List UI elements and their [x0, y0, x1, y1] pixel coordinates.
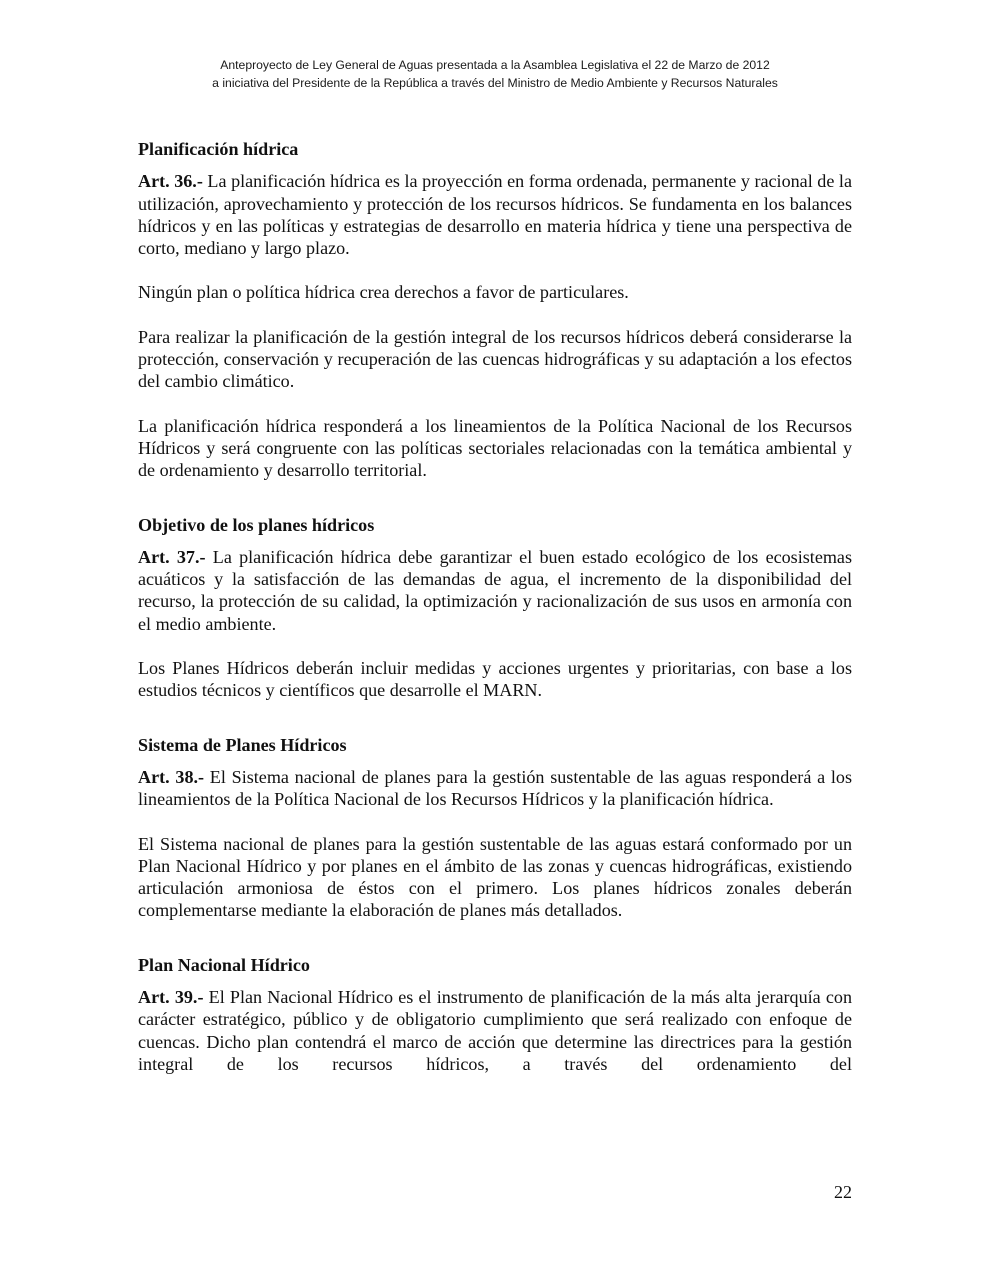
section-objetivo-planes	[138, 514, 852, 702]
page-number: 22	[834, 1182, 852, 1202]
section-heading: Planificación hídrica	[138, 139, 299, 159]
article-36-paragraph	[138, 170, 852, 259]
document-body	[138, 138, 852, 1097]
header-line-2: a iniciativa del Presidente de la República a través del Ministro de Medio Ambiente y Recursos Naturales	[212, 76, 778, 90]
section-sistema-planes	[138, 734, 852, 922]
article-38-paragraph	[138, 766, 852, 811]
section-heading: Plan Nacional Hídrico	[138, 954, 310, 975]
article-text: La planificación hídrica es la proyección en forma ordenada, permanente y racional de la utilización, aprovechamiento y protección de los recursos hídricos. Se fundamenta en los balances hídricos y en las políticas y estrategias de desarrollo en materia hídrica y tiene una perspectiva de corto, mediano y largo plazo.	[138, 171, 852, 259]
paragraph: Para realizar la planificación de la gestión integral de los recursos hídricos deberá considerarse la protección, conservación y recuperación de las cuencas hidrográficas y su adaptación a los efectos del cambio climático.	[138, 326, 852, 392]
paragraph: Los Planes Hídricos deberán incluir medidas y acciones urgentes y prioritarias, con base a los estudios técnicos y científicos que desarrolle el MARN.	[138, 658, 852, 701]
article-39-paragraph	[138, 986, 852, 1075]
header-line-1: Anteproyecto de Ley General de Aguas presentada a la Asamblea Legislativa el 22 de Marzo de 2012	[220, 58, 770, 72]
article-37-paragraph	[138, 546, 852, 635]
article-label: Art. 36.-	[138, 171, 203, 192]
section-heading: Sistema de Planes Hídricos	[138, 734, 347, 755]
paragraph: El Sistema nacional de planes para la gestión sustentable de las aguas estará conformado por un Plan Nacional Hídrico y por planes en el ámbito de las zonas y cuencas hidrográficas, existiendo articulación armoniosa de éstos con el primero. Los planes hídricos zonales deberán complementarse mediante la elaboración de planes más detallados.	[138, 833, 852, 921]
page-header	[0, 56, 990, 92]
section-planificacion-hidrica	[138, 138, 852, 482]
article-text: El Sistema nacional de planes para la gestión sustentable de las aguas responderá a los lineamientos de la Política Nacional de los Recursos Hídricos y la planificación hídrica.	[138, 766, 853, 810]
article-label: Art. 39.-	[138, 987, 204, 1008]
article-text: La planificación hídrica debe garantizar el buen estado ecológico de los ecosistemas acuáticos y la satisfacción de las demandas de agua, el incremento de la disponibilidad del recurso, la protección de su calidad, la optimización y racionalización de sus usos en armonía con el medio ambiente.	[138, 546, 852, 634]
section-plan-nacional	[138, 954, 852, 1075]
section-heading: Objetivo de los planes hídricos	[138, 514, 375, 535]
article-label: Art. 38.-	[138, 766, 205, 787]
article-label: Art. 37.-	[138, 546, 206, 567]
paragraph: La planificación hídrica responderá a los lineamientos de la Política Nacional de los Recursos Hídricos y será congruente con las políticas sectoriales relacionadas con la temática ambiental y de ordenamiento y desarrollo territorial.	[138, 415, 852, 481]
paragraph: Ningún plan o política hídrica crea derechos a favor de particulares.	[138, 282, 629, 303]
article-text: El Plan Nacional Hídrico es el instrumento de planificación de la más alta jerarquía con carácter estratégico, público y de obligatorio cumplimiento que será realizado con enfoque de cuencas. Dicho plan contendrá el marco de acción que determine las directrices para la gestión integral de los recursos hídricos, a través del ordenamiento del	[138, 987, 852, 1074]
